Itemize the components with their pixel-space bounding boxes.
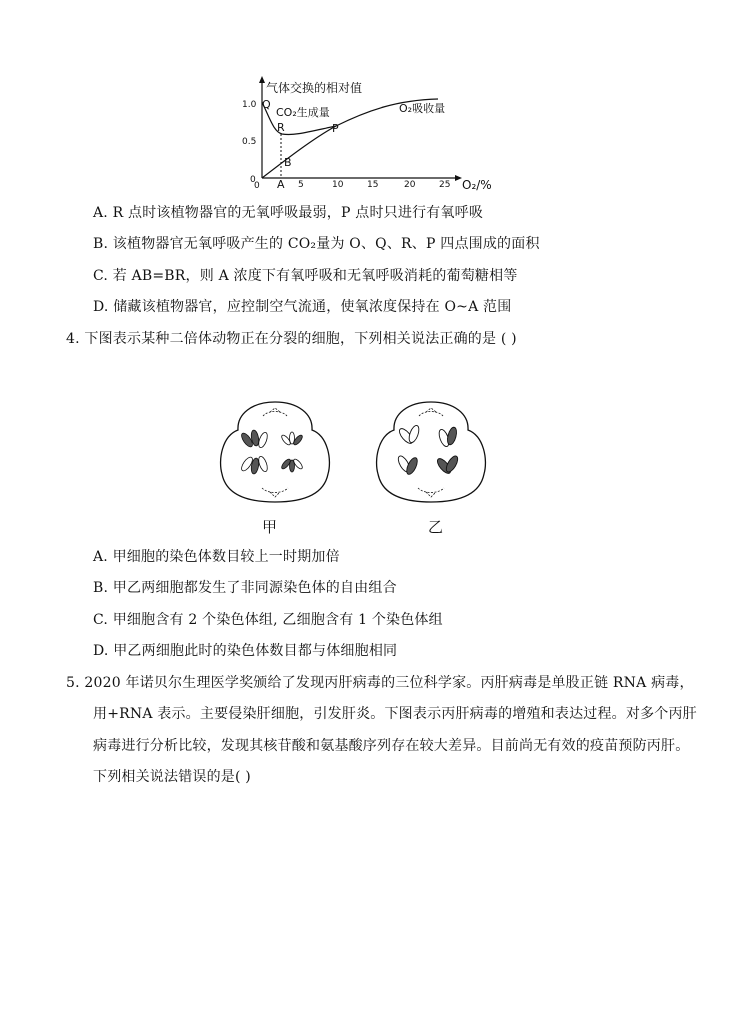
y-axis-arrow xyxy=(259,76,265,83)
y-tick-0: 0 xyxy=(250,175,256,185)
cell-yi-chromosomes xyxy=(396,424,460,476)
q3-option-a: A. R 点时该植物器官的无氧呼吸最弱，P 点时只进行有氧呼吸 xyxy=(93,205,484,221)
point-p: P xyxy=(332,122,339,135)
cell-yi-figure xyxy=(374,398,489,508)
gas-exchange-graph xyxy=(238,74,500,194)
x-tick-5: 5 xyxy=(298,180,304,190)
x-tick-10: 10 xyxy=(332,180,344,190)
q5-line-1: 5. 2020 年诺贝尔生理医学奖颁给了发现丙肝病毒的三位科学家。丙肝病毒是单股正链 RNA 病毒， xyxy=(66,675,694,691)
y-tick-05: 0.5 xyxy=(242,137,257,147)
x-unit-label: O₂/% xyxy=(462,178,492,192)
q4-option-c: C. 甲细胞含有 2 个染色体组, 乙细胞含有 1 个染色体组 xyxy=(93,612,443,628)
cell-yi-membrane xyxy=(377,402,486,502)
cell-jia-membrane xyxy=(221,402,330,502)
cell-jia-spindle-top xyxy=(263,408,287,416)
q3-option-b: B. 该植物器官无氧呼吸产生的 CO₂量为 O、Q、R、P 四点围成的面积 xyxy=(93,236,540,252)
x-tick-25: 25 xyxy=(439,180,451,190)
cell-jia-spindle-bottom xyxy=(262,488,288,497)
origin-o: 0 xyxy=(254,181,260,191)
cell-jia-chromosomes-top xyxy=(240,430,304,449)
q4-option-a: A. 甲细胞的染色体数目较上一时期加倍 xyxy=(93,549,340,565)
point-b: B xyxy=(284,156,292,169)
cell-yi-spindle-bottom xyxy=(418,488,444,497)
o2-label: O₂吸收量 xyxy=(399,102,446,115)
q3-option-c: C. 若 AB=BR，则 A 浓度下有氧呼吸和无氧呼吸消耗的葡萄糖相等 xyxy=(93,268,518,284)
graph-title: 气体交换的相对值 xyxy=(266,81,363,95)
point-a: A xyxy=(277,178,285,191)
q3-option-d: D. 储藏该植物器官，应控制空气流通，使氧浓度保持在 O~A 范围 xyxy=(93,299,512,315)
q4-option-b: B. 甲乙两细胞都发生了非同源染色体的自由组合 xyxy=(93,580,397,596)
label-jia: 甲 xyxy=(262,518,278,536)
point-r: R xyxy=(277,121,285,134)
q4-stem: 4. 下图表示某种二倍体动物正在分裂的细胞，下列相关说法正确的是 ( ) xyxy=(66,331,517,347)
cell-yi-spindle-top xyxy=(419,408,443,416)
label-yi: 乙 xyxy=(428,518,444,536)
x-axis-arrow xyxy=(455,175,462,181)
q5-line-3: 病毒进行分析比较，发现其核苷酸和氨基酸序列存在较大差异。目前尚无有效的疫苗预防丙肝。 xyxy=(93,738,690,754)
q4-option-d: D. 甲乙两细胞此时的染色体数目都与体细胞相同 xyxy=(93,643,398,659)
q5-line-4: 下列相关说法错误的是( ) xyxy=(93,769,251,785)
point-q: Q xyxy=(262,98,271,111)
cell-jia-figure xyxy=(218,398,333,508)
cell-jia-chromosomes-bottom xyxy=(240,455,304,474)
x-tick-20: 20 xyxy=(404,180,416,190)
x-tick-15: 15 xyxy=(367,180,379,190)
co2-label: CO₂生成量 xyxy=(276,106,330,119)
q5-line-2: 用+RNA 表示。主要侵染肝细胞，引发肝炎。下图表示丙肝病毒的增殖和表达过程。对多个丙肝 xyxy=(93,706,697,722)
y-tick-1: 1.0 xyxy=(242,100,257,110)
